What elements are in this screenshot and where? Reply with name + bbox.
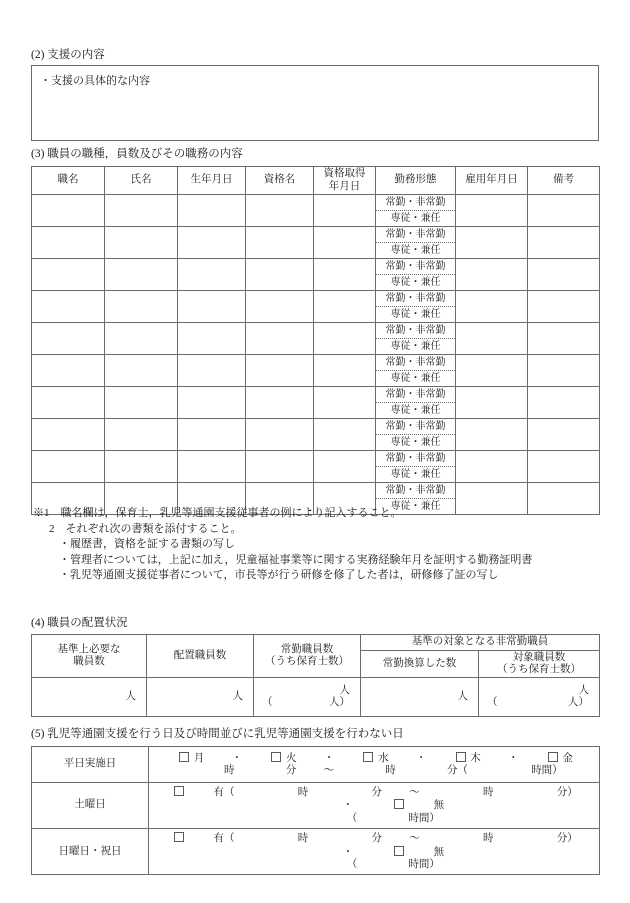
weekday-checkbox-line — [157, 752, 593, 765]
cell-work-type[interactable] — [376, 323, 456, 355]
weekday-hours: 時間） — [531, 765, 563, 776]
th-parttime-group: 基準の対象となる非常勤職員 — [361, 635, 600, 651]
cell-hire-date[interactable] — [456, 195, 528, 227]
section-4-title: (4) 職員の配置状況 — [31, 617, 128, 629]
service-days-table — [31, 746, 600, 875]
cell-remarks[interactable] — [528, 195, 600, 227]
cell-work-type[interactable] — [376, 195, 456, 227]
th-target-staff — [479, 651, 600, 678]
th-work-type: 勤務形態 — [376, 167, 456, 195]
paren-close-target: 人） — [568, 697, 589, 708]
sep-1: ・ — [231, 752, 243, 764]
cell-qualification[interactable] — [246, 227, 314, 259]
cell-hire-date[interactable] — [456, 227, 528, 259]
checkbox-thu-icon[interactable] — [456, 752, 466, 762]
sep-2: ・ — [323, 752, 335, 764]
th-required-staff-l1: 基準上必要な — [57, 643, 121, 655]
cell-required-staff[interactable] — [32, 678, 147, 717]
cell-qualification[interactable] — [246, 259, 314, 291]
cell-fulltime-staff[interactable] — [254, 678, 361, 717]
sunday-yes: 有（ — [213, 833, 235, 845]
note-1: ※1 職名欄は，保育士，乳児等通園支援従事者の例により記入すること。 — [33, 507, 402, 519]
cell-birthdate[interactable] — [178, 323, 246, 355]
th-qualification-date-l2: 年月日 — [328, 180, 361, 192]
unit-target-paren — [479, 697, 599, 709]
th-remarks: 備考 — [528, 167, 600, 195]
table-row — [32, 195, 600, 227]
cell-sunday-value[interactable] — [149, 829, 600, 875]
th-birthdate: 生年月日 — [178, 167, 246, 195]
cell-qualification[interactable] — [246, 291, 314, 323]
cell-job-title[interactable] — [32, 259, 105, 291]
section-2-title: (2) 支援の内容 — [31, 49, 105, 61]
sunday-start-min: 分 — [371, 833, 382, 845]
sunday-end-hour: 時 — [483, 833, 494, 845]
cell-work-type[interactable] — [376, 387, 456, 419]
table-row — [32, 387, 600, 419]
work-type-fulltime-option[interactable]: 常勤・非常勤 — [376, 355, 455, 371]
th-qualification: 資格名 — [246, 167, 314, 195]
cell-birthdate[interactable] — [178, 355, 246, 387]
note-bullet-3: ・乳児等通園支援従事者について，市長等が行う研修を修了した者は，研修修了証の写し — [59, 569, 499, 582]
cell-hire-date[interactable] — [456, 259, 528, 291]
cell-remarks[interactable] — [528, 291, 600, 323]
th-assigned-staff: 配置職員数 — [147, 635, 254, 678]
cell-remarks[interactable] — [528, 451, 600, 483]
th-fulltime-staff-l2: （うち保育士数） — [265, 656, 349, 667]
cell-work-type[interactable] — [376, 227, 456, 259]
th-name: 氏名 — [105, 167, 178, 195]
sunday-wave: ～ — [409, 833, 420, 845]
work-type-exclusive-option[interactable]: 専従・兼任 — [390, 277, 441, 288]
day-wed: 水 — [378, 752, 389, 764]
cell-remarks[interactable] — [528, 227, 600, 259]
cell-name[interactable] — [105, 387, 178, 419]
cell-name[interactable] — [105, 451, 178, 483]
cell-qualification[interactable] — [246, 195, 314, 227]
cell-remarks[interactable] — [528, 355, 600, 387]
cell-name[interactable] — [105, 419, 178, 451]
table-row — [32, 451, 600, 483]
sunday-row — [32, 829, 600, 875]
saturday-end-hour: 時 — [483, 787, 494, 798]
cell-job-title[interactable] — [32, 195, 105, 227]
weekday-time-line — [157, 765, 593, 777]
paren-open-target: （ — [487, 697, 498, 708]
day-thu: 木 — [470, 752, 481, 764]
cell-remarks[interactable] — [528, 323, 600, 355]
cell-birthdate[interactable] — [178, 387, 246, 419]
cell-qualification[interactable] — [246, 451, 314, 483]
cell-saturday-value[interactable] — [149, 783, 600, 829]
weekday-end-min: 分（ — [446, 765, 468, 776]
saturday-paren-open: （ — [346, 812, 358, 824]
sunday-no: 無 — [433, 846, 445, 858]
cell-qualification-date[interactable] — [314, 227, 376, 259]
weekday-start-hour: 時 — [223, 765, 235, 776]
work-type-exclusive-option[interactable]: 専従・兼任 — [390, 501, 441, 512]
work-type-fulltime-option[interactable]: 常勤・非常勤 — [376, 387, 455, 403]
cell-job-title[interactable] — [32, 419, 105, 451]
cell-qualification[interactable] — [246, 323, 314, 355]
work-type-fulltime-option[interactable]: 常勤・非常勤 — [376, 291, 455, 307]
th-hire-date: 雇用年月日 — [456, 167, 528, 195]
note-bullet-2: ・管理者については，上記に加え，児童福祉事業等に関する実務経験年月を証明する勤務証明書 — [59, 553, 533, 566]
work-type-exclusive-option[interactable]: 専従・兼任 — [390, 373, 441, 384]
cell-name[interactable] — [105, 195, 178, 227]
weekday-start-min: 分 — [285, 765, 297, 776]
cell-name[interactable] — [105, 355, 178, 387]
cell-qualification-date[interactable] — [314, 195, 376, 227]
support-content-box[interactable] — [31, 65, 599, 141]
work-type-exclusive-option[interactable]: 専従・兼任 — [390, 245, 441, 256]
cell-qualification-date[interactable] — [314, 259, 376, 291]
saturday-yes: 有（ — [213, 787, 235, 798]
day-mon: 月 — [193, 752, 205, 764]
saturday-main-line — [157, 786, 593, 813]
cell-work-type[interactable] — [376, 291, 456, 323]
checkbox-wed-icon[interactable] — [363, 752, 373, 762]
cell-job-title[interactable] — [32, 323, 105, 355]
support-content-text: ・支援の具体的な内容 — [40, 75, 150, 87]
th-target-staff-l1: 対象職員数 — [512, 651, 566, 663]
weekday-wave: ～ — [323, 765, 334, 776]
cell-target-staff[interactable] — [479, 678, 600, 717]
table-row — [32, 227, 600, 259]
work-type-exclusive-option[interactable]: 専従・兼任 — [390, 469, 441, 480]
cell-birthdate[interactable] — [178, 227, 246, 259]
weekday-row — [32, 747, 600, 783]
th-target-staff-l2: （うち保育士数） — [497, 664, 581, 675]
saturday-start-hour: 時 — [297, 787, 309, 798]
cell-hire-date[interactable] — [456, 323, 528, 355]
cell-birthdate[interactable] — [178, 451, 246, 483]
paren-open-fulltime: （ — [262, 697, 273, 708]
section-5-title: (5) 乳児等通園支援を行う日及び時間並びに乳児等通園支援を行わない日 — [31, 728, 404, 740]
checkbox-sunday-no-icon[interactable] — [394, 846, 404, 856]
cell-birthdate[interactable] — [178, 195, 246, 227]
work-type-exclusive-option[interactable]: 専従・兼任 — [390, 341, 441, 352]
cell-birthdate[interactable] — [178, 419, 246, 451]
work-type-exclusive-option[interactable]: 専従・兼任 — [390, 437, 441, 448]
cell-job-title[interactable] — [32, 227, 105, 259]
sunday-main-line — [157, 832, 593, 859]
cell-hire-date[interactable] — [456, 355, 528, 387]
table-header-row — [32, 167, 600, 195]
cell-qualification[interactable] — [246, 355, 314, 387]
cell-name[interactable] — [105, 259, 178, 291]
staff-table-body — [32, 195, 600, 515]
notes-block — [31, 506, 611, 584]
work-type-fulltime-option[interactable]: 常勤・非常勤 — [376, 259, 455, 275]
th-qualification-date — [314, 167, 376, 195]
day-fri: 金 — [562, 752, 573, 764]
sunday-end-min: 分） — [556, 833, 578, 845]
cell-converted-count[interactable] — [361, 678, 479, 717]
table-row — [32, 259, 600, 291]
cell-hire-date[interactable] — [456, 291, 528, 323]
note-2: 2 それぞれ次の書類を添付すること。 — [49, 522, 242, 535]
work-type-exclusive-option[interactable]: 専従・兼任 — [390, 309, 441, 320]
section-3-title: (3) 職員の職種，員数及びその職務の内容 — [31, 148, 243, 160]
cell-name[interactable] — [105, 291, 178, 323]
work-type-fulltime-option[interactable]: 常勤・非常勤 — [376, 195, 455, 211]
checkbox-mon-icon[interactable] — [179, 752, 189, 762]
cell-remarks[interactable] — [528, 419, 600, 451]
th-job-title: 職名 — [32, 167, 105, 195]
checkbox-sunday-yes-icon[interactable] — [174, 832, 184, 842]
cell-birthdate[interactable] — [178, 259, 246, 291]
work-type-exclusive-option[interactable]: 専従・兼任 — [390, 213, 441, 224]
label-saturday: 土曜日 — [32, 783, 149, 829]
checkbox-tue-icon[interactable] — [271, 752, 281, 762]
paren-close-fulltime: 人） — [329, 697, 350, 708]
sunday-hours-line — [157, 859, 593, 871]
saturday-wave: ～ — [409, 787, 420, 798]
cell-assigned-staff[interactable] — [147, 678, 254, 717]
saturday-end-min: 分） — [556, 787, 578, 798]
th-fulltime-staff — [254, 635, 361, 678]
cell-remarks[interactable] — [528, 387, 600, 419]
unit-fulltime: 人 — [339, 684, 350, 696]
cell-qualification-date[interactable] — [314, 451, 376, 483]
cell-hire-date[interactable] — [456, 387, 528, 419]
note-bullet-1: ・履歴書，資格を証する書類の写し — [59, 538, 235, 551]
cell-work-type[interactable] — [376, 451, 456, 483]
cell-work-type[interactable] — [376, 355, 456, 387]
table-row — [32, 291, 600, 323]
sunday-dot: ・ — [342, 846, 354, 858]
day-tue: 火 — [285, 752, 297, 764]
checkbox-saturday-yes-icon[interactable] — [174, 786, 184, 796]
saturday-start-min: 分 — [371, 787, 382, 798]
saturday-no: 無 — [433, 800, 445, 812]
th-required-staff — [32, 635, 147, 678]
table-row — [32, 419, 600, 451]
checkbox-fri-icon[interactable] — [548, 752, 558, 762]
label-sunday: 日曜日・祝日 — [32, 829, 149, 875]
cell-hire-date[interactable] — [456, 451, 528, 483]
sunday-paren-open: （ — [346, 858, 358, 870]
table-row — [32, 323, 600, 355]
cell-qualification[interactable] — [246, 387, 314, 419]
staff-table — [31, 166, 600, 515]
cell-name[interactable] — [105, 323, 178, 355]
work-type-fulltime-option[interactable]: 常勤・非常勤 — [376, 227, 455, 243]
checkbox-saturday-no-icon[interactable] — [394, 799, 404, 809]
cell-qualification-date[interactable] — [314, 419, 376, 451]
cell-job-title[interactable] — [32, 291, 105, 323]
placement-header-row-1 — [32, 635, 600, 651]
cell-job-title[interactable] — [32, 387, 105, 419]
unit-target: 人 — [578, 684, 589, 696]
cell-qualification-date[interactable] — [314, 291, 376, 323]
cell-birthdate[interactable] — [178, 291, 246, 323]
cell-remarks[interactable] — [528, 259, 600, 291]
cell-work-type[interactable] — [376, 419, 456, 451]
label-weekday: 平日実施日 — [32, 747, 149, 783]
th-required-staff-l2: 職員数 — [73, 656, 105, 667]
unit-assigned: 人 — [232, 690, 243, 702]
placement-value-row — [32, 678, 600, 717]
cell-name[interactable] — [105, 227, 178, 259]
th-converted-count: 常勤換算した数 — [361, 651, 479, 678]
placement-table — [31, 634, 600, 717]
unit-fulltime-paren — [254, 697, 360, 709]
cell-qualification-date[interactable] — [314, 387, 376, 419]
saturday-hours: 時間） — [408, 812, 440, 824]
table-row — [32, 355, 600, 387]
saturday-dot: ・ — [342, 800, 354, 812]
cell-work-type[interactable] — [376, 259, 456, 291]
cell-qualification[interactable] — [246, 419, 314, 451]
unit-required: 人 — [125, 690, 136, 702]
cell-hire-date[interactable] — [456, 419, 528, 451]
work-type-fulltime-option[interactable]: 常勤・非常勤 — [376, 323, 455, 339]
th-qualification-date-l1: 資格取得 — [323, 168, 366, 180]
cell-qualification-date[interactable] — [314, 323, 376, 355]
sunday-start-hour: 時 — [297, 833, 309, 845]
sunday-hours: 時間） — [408, 858, 440, 870]
sep-3: ・ — [415, 752, 427, 764]
work-type-fulltime-option[interactable]: 常勤・非常勤 — [376, 451, 455, 467]
cell-job-title[interactable] — [32, 355, 105, 387]
cell-qualification-date[interactable] — [314, 355, 376, 387]
th-fulltime-staff-l1: 常勤職員数 — [280, 643, 334, 655]
work-type-fulltime-option[interactable]: 常勤・非常勤 — [376, 419, 455, 435]
cell-weekday-value[interactable] — [149, 747, 600, 783]
unit-converted: 人 — [457, 690, 468, 702]
sep-4: ・ — [507, 752, 519, 764]
work-type-fulltime-option[interactable]: 常勤・非常勤 — [376, 483, 455, 499]
weekday-end-hour: 時 — [385, 765, 396, 776]
cell-job-title[interactable] — [32, 451, 105, 483]
saturday-row — [32, 783, 600, 829]
saturday-hours-line — [157, 813, 593, 825]
work-type-exclusive-option[interactable]: 専従・兼任 — [390, 405, 441, 416]
